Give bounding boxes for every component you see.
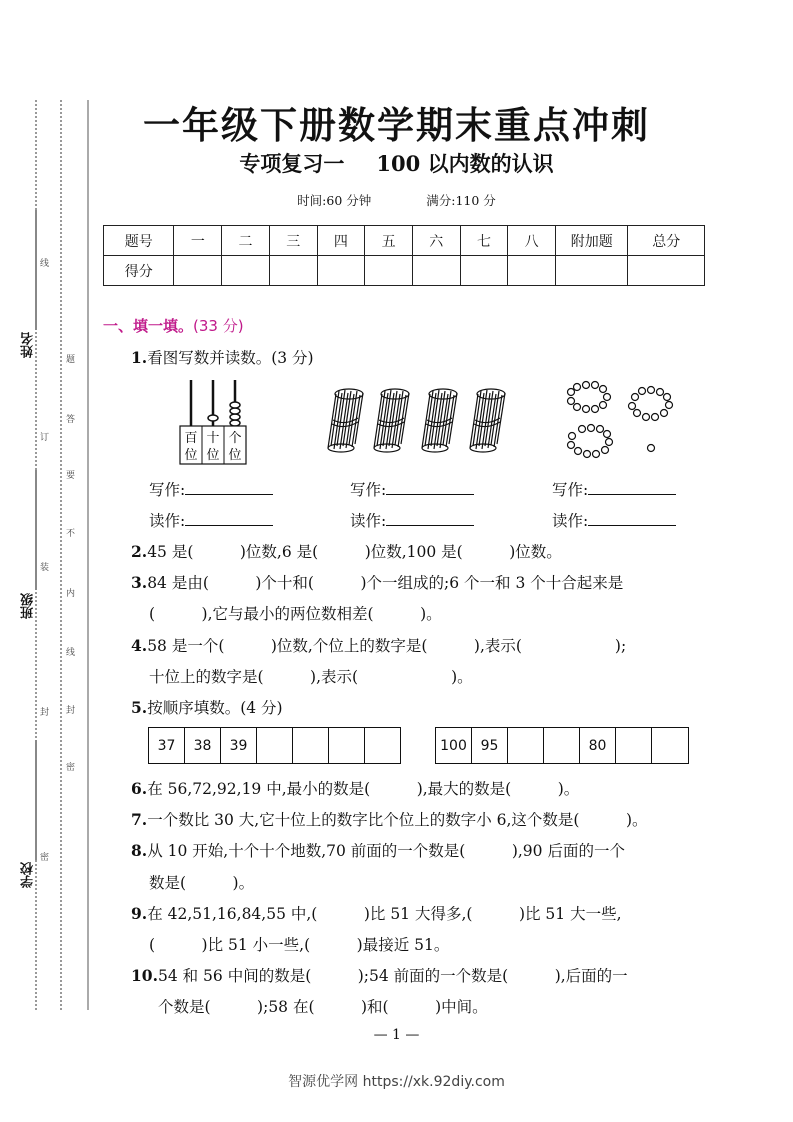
full-score: 满分:110 分	[426, 193, 496, 208]
score-table-score-row	[104, 256, 705, 286]
sequence-cell[interactable]	[365, 728, 400, 763]
notice-char: 不	[66, 529, 76, 539]
score-header-cell: 四	[317, 226, 365, 256]
score-header-cell: 五	[365, 226, 413, 256]
question-number: 4.	[131, 636, 148, 655]
question-5	[131, 696, 283, 718]
score-cell[interactable]	[412, 256, 460, 286]
question-3	[131, 571, 623, 593]
question-number: 10.	[131, 966, 158, 985]
score-cell[interactable]	[508, 256, 556, 286]
score-cell[interactable]	[317, 256, 365, 286]
score-cell[interactable]	[365, 256, 413, 286]
score-header-cell: 八	[508, 226, 556, 256]
margin-char: 装	[40, 563, 50, 573]
notice-char: 密	[66, 763, 76, 773]
exam-meta	[0, 191, 793, 209]
score-header-cell: 三	[269, 226, 317, 256]
q1-write-1[interactable]	[149, 478, 273, 500]
section-heading	[103, 315, 244, 336]
sequence-box-1	[148, 727, 401, 764]
score-cell[interactable]	[628, 256, 705, 286]
read-label: 读作:	[552, 512, 589, 530]
margin-char: 订	[40, 433, 50, 443]
score-table-header-row	[104, 226, 705, 256]
sequence-cell: 80	[580, 728, 616, 763]
page-subtitle	[0, 148, 793, 178]
score-cell[interactable]	[555, 256, 627, 286]
question-2	[131, 540, 562, 562]
sequence-cell[interactable]	[652, 728, 687, 763]
page-title: 一年级下册数学期末重点冲刺	[143, 104, 650, 147]
question-3-cont: ( ),它与最小的两位数相差( )。	[149, 605, 442, 623]
question-text: 54 和 56 中间的数是( );54 前面的一个数是( ),后面的一	[157, 967, 628, 985]
question-8	[131, 839, 625, 861]
question-text: 在 42,51,16,84,55 中,( )比 51 大得多,( )比 51 大一些,	[147, 905, 622, 923]
abacus-label: 十	[206, 431, 220, 446]
subtitle-part1: 专项复习一	[239, 151, 345, 176]
question-4	[131, 634, 626, 656]
question-text: 看图写数并读数。(3 分)	[147, 349, 314, 367]
sequence-cell[interactable]	[508, 728, 544, 763]
score-row-label: 得分	[104, 256, 174, 286]
score-cell[interactable]	[269, 256, 317, 286]
score-header-cell: 总分	[628, 226, 705, 256]
footer-watermark[interactable]: 智源优学网 https://xk.92diy.com	[288, 1074, 505, 1090]
sequence-box-2	[435, 727, 689, 764]
score-header-cell: 七	[460, 226, 508, 256]
sequence-cell: 95	[472, 728, 508, 763]
abacus-label: 百	[184, 431, 198, 446]
question-text: 58 是一个( )位数,个位上的数字是( ),表示( );	[147, 637, 627, 655]
question-10	[131, 964, 628, 986]
abacus-label: 位	[206, 448, 220, 463]
time-limit: 时间:60 分钟	[297, 193, 372, 208]
question-text: 45 是( )位数,6 是( )位数,100 是( )位数。	[147, 543, 562, 561]
notice-char: 封	[66, 706, 76, 716]
notice-char: 线	[66, 648, 76, 658]
sequence-cell[interactable]	[616, 728, 652, 763]
score-header-cell: 一	[174, 226, 222, 256]
question-number: 8.	[131, 841, 148, 860]
margin-char: 线	[40, 259, 50, 269]
question-4-cont: 十位上的数字是( ),表示( )。	[149, 668, 473, 686]
abacus-label: 个	[228, 431, 242, 446]
score-cell[interactable]	[460, 256, 508, 286]
abacus-label: 位	[184, 448, 198, 463]
question-10-cont: 个数是( );58 在( )和( )中间。	[158, 998, 488, 1016]
notice-char: 答	[66, 415, 76, 425]
notice-char: 要	[66, 471, 76, 481]
score-header-cell: 六	[412, 226, 460, 256]
question-number: 5.	[131, 698, 148, 717]
write-label: 写作:	[350, 481, 387, 499]
question-6	[131, 777, 579, 799]
read-label: 读作:	[350, 512, 387, 530]
question-number: 1.	[131, 348, 148, 367]
read-label: 读作:	[149, 512, 186, 530]
class-label: 班级	[21, 593, 36, 619]
notice-char: 题	[66, 355, 76, 365]
question-number: 6.	[131, 779, 148, 798]
abacus-image	[178, 374, 250, 466]
question-text: 在 56,72,92,19 中,最小的数是( ),最大的数是( )。	[147, 780, 580, 798]
question-9-cont: ( )比 51 小一些,( )最接近 51。	[149, 936, 450, 954]
score-header-cell: 二	[222, 226, 270, 256]
question-1	[131, 346, 314, 368]
question-text: 从 10 开始,十个十个地数,70 前面的一个数是( ),90 后面的一个	[147, 842, 625, 860]
score-header-cell: 附加题	[555, 226, 627, 256]
question-number: 2.	[131, 542, 148, 561]
write-label: 写作:	[552, 481, 589, 499]
bead-rings-image	[562, 380, 687, 470]
name-label: 姓名	[21, 332, 36, 358]
subtitle-part2: 100 以内数的认识	[376, 151, 554, 176]
notice-char: 内	[66, 589, 76, 599]
question-8-cont: 数是( )。	[149, 874, 255, 892]
margin-char: 密	[40, 853, 50, 863]
sequence-cell[interactable]	[544, 728, 580, 763]
q1-read-2[interactable]	[350, 509, 474, 531]
sequence-cell[interactable]	[257, 728, 293, 763]
sequence-cell[interactable]	[293, 728, 329, 763]
abacus-label: 位	[228, 448, 242, 463]
section-label: 一、填一填。	[103, 317, 194, 335]
question-text: 按顺序填数。(4 分)	[147, 699, 283, 717]
question-text: 一个数比 30 大,它十位上的数字比个位上的数字小 6,这个数是( )。	[147, 811, 648, 829]
question-9	[131, 902, 622, 924]
sequence-cell: 100	[436, 728, 472, 763]
question-text: 84 是由( )个十和( )个一组成的;6 个一和 3 个十合起来是	[147, 574, 624, 592]
section-points: (33 分)	[193, 317, 244, 335]
q1-write-2[interactable]	[350, 478, 474, 500]
score-cell[interactable]	[174, 256, 222, 286]
sequence-cell[interactable]	[329, 728, 365, 763]
score-table	[103, 225, 705, 286]
score-cell[interactable]	[222, 256, 270, 286]
sequence-cell: 38	[185, 728, 221, 763]
question-number: 9.	[131, 904, 148, 923]
write-label: 写作:	[149, 481, 186, 499]
margin-char: 封	[40, 708, 50, 718]
q1-read-3[interactable]	[552, 509, 676, 531]
question-number: 7.	[131, 810, 148, 829]
sequence-cell: 37	[149, 728, 185, 763]
page-number: — 1 —	[373, 1027, 420, 1043]
q1-write-3[interactable]	[552, 478, 676, 500]
stick-bundles-image	[322, 386, 517, 458]
school-label: 学校	[21, 862, 36, 888]
score-header-cell: 题号	[104, 226, 174, 256]
sequence-cell: 39	[221, 728, 257, 763]
question-7	[131, 808, 648, 830]
question-number: 3.	[131, 573, 148, 592]
q1-read-1[interactable]	[149, 509, 273, 531]
